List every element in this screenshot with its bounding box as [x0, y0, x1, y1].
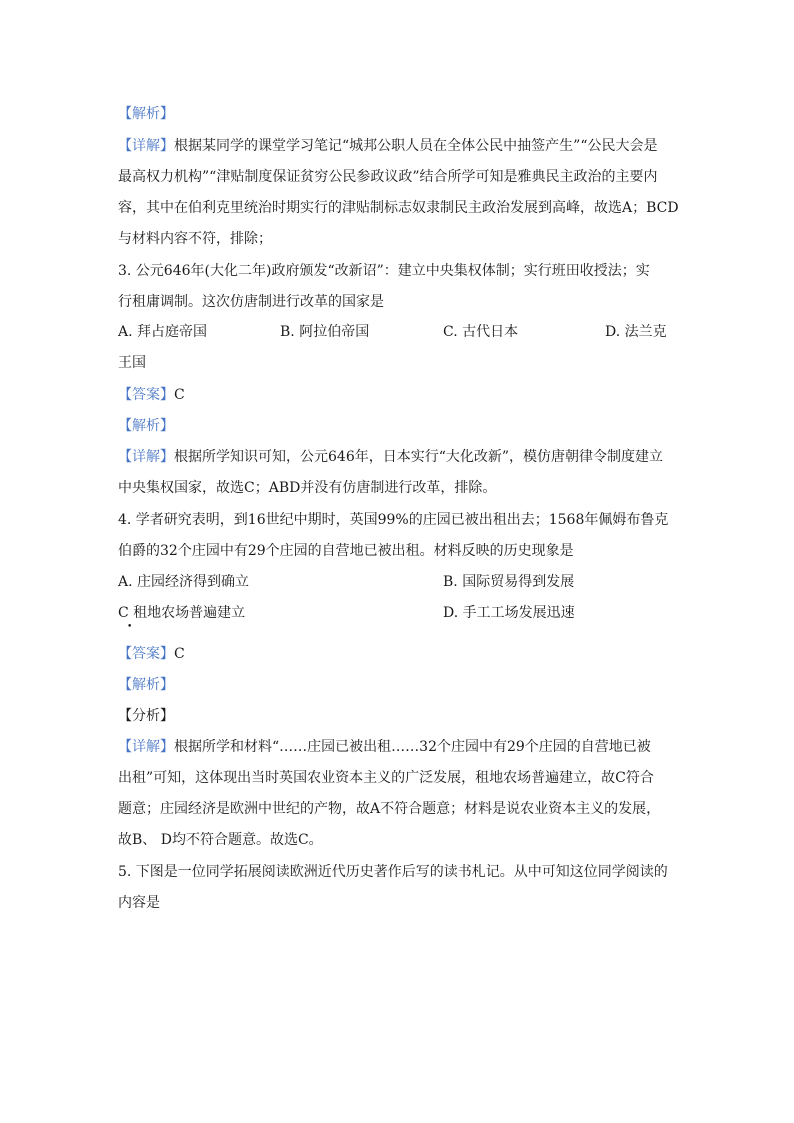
q4-option-b: B. 国际贸易得到发展 — [443, 574, 575, 590]
q4-answer-line — [118, 644, 185, 664]
analysis-tag: 【解析】 — [118, 106, 174, 122]
detail-paragraph-q2-line-2: 最高权力机构”“津贴制度保证贫穷公民参政议政”结合所学可知是雅典民主政治的主要内 — [118, 169, 658, 185]
option-dot-mark: • — [127, 622, 133, 632]
q3-option-c: C. 古代日本 — [443, 324, 519, 340]
detail-paragraph-q4-line-3: 题意；庄园经济是欧洲中世纪的产物，故A不符合题意；材料是说农业资本主义的发展， — [118, 801, 661, 817]
detail-tag: 【详解】 — [118, 138, 174, 154]
detail-tag: 【详解】 — [118, 449, 174, 465]
question-3-stem-line-1: 3. 公元646年(大化二年)政府颁发“改新诏”：建立中央集权体制；实行班田收授法；实 — [118, 263, 650, 279]
detail-tag: 【详解】 — [118, 739, 174, 755]
detail-paragraph-q4-line-4: 故B、 D均不符合题意。故选C。 — [118, 832, 323, 848]
question-4-stem-line-1: 4. 学者研究表明，到16世纪中期时，英国99%的庄园已被出租出去；1568年佩姆布鲁克 — [118, 512, 669, 528]
q4-option-d: D. 手工工场发展迅速 — [443, 605, 575, 621]
detail-paragraph-q2-line-1: 【详解】根据某同学的课堂学习笔记“城邦公职人员在全体公民中抽签产生”“公民大会是 — [118, 138, 658, 154]
answer-tag: 【答案】 — [118, 387, 174, 403]
q3-option-a: A. 拜占庭帝国 — [118, 324, 208, 340]
q3-option-d-continued: 王国 — [118, 355, 146, 371]
detail-paragraph-q2-line-4: 与材料内容不符，排除； — [118, 231, 272, 247]
detail-paragraph-q3-line-2: 中央集权国家，故选C；ABD并没有仿唐制进行改革，排除。 — [118, 480, 497, 496]
question-5-stem-line-2: 内容是 — [118, 895, 160, 911]
detail-paragraph-q3-line-1: 【详解】根据所学知识可知，公元646年，日本实行“大化改新”，模仿唐朝律令制度建立 — [118, 449, 664, 465]
q3-answer-line — [118, 385, 185, 405]
question-4-stem-line-2: 伯爵的32个庄园中有29个庄园的自营地已被出租。材料反映的历史现象是 — [118, 543, 574, 559]
q4-answer-value: C — [174, 646, 185, 662]
detail-paragraph-q4-line-1: 【详解】根据所学和材料“……庄园已被出租……32个庄园中有29个庄园的自营地已被 — [118, 739, 651, 755]
question-5-stem-line-1: 5. 下图是一位同学拓展阅读欧洲近代历史著作后写的读书札记。从中可知这位同学阅读的 — [118, 864, 668, 880]
q3-option-d: D. 法兰克 — [605, 324, 667, 340]
q3-answer-value: C — [174, 387, 185, 403]
analysis-tag: 【解析】 — [118, 418, 174, 434]
breakdown-tag: 【分析】 — [118, 708, 174, 724]
q3-option-b: B. 阿拉伯帝国 — [280, 324, 370, 340]
question-3-stem-line-2: 行租庸调制。这次仿唐制进行改革的国家是 — [118, 294, 384, 310]
analysis-tag: 【解析】 — [118, 677, 174, 693]
q4-option-a: A. 庄园经济得到确立 — [118, 574, 250, 590]
answer-tag: 【答案】 — [118, 646, 174, 662]
detail-paragraph-q4-line-2: 出租”可知，这体现出当时英国农业资本主义的广泛发展，租地农场普遍建立，故C符合 — [118, 770, 654, 786]
q4-option-c: C 租地农场普遍建立 — [118, 605, 246, 621]
detail-paragraph-q2-line-3: 容，其中在伯利克里统治时期实行的津贴制标志奴隶制民主政治发展到高峰，故选A；BCD — [118, 200, 679, 216]
